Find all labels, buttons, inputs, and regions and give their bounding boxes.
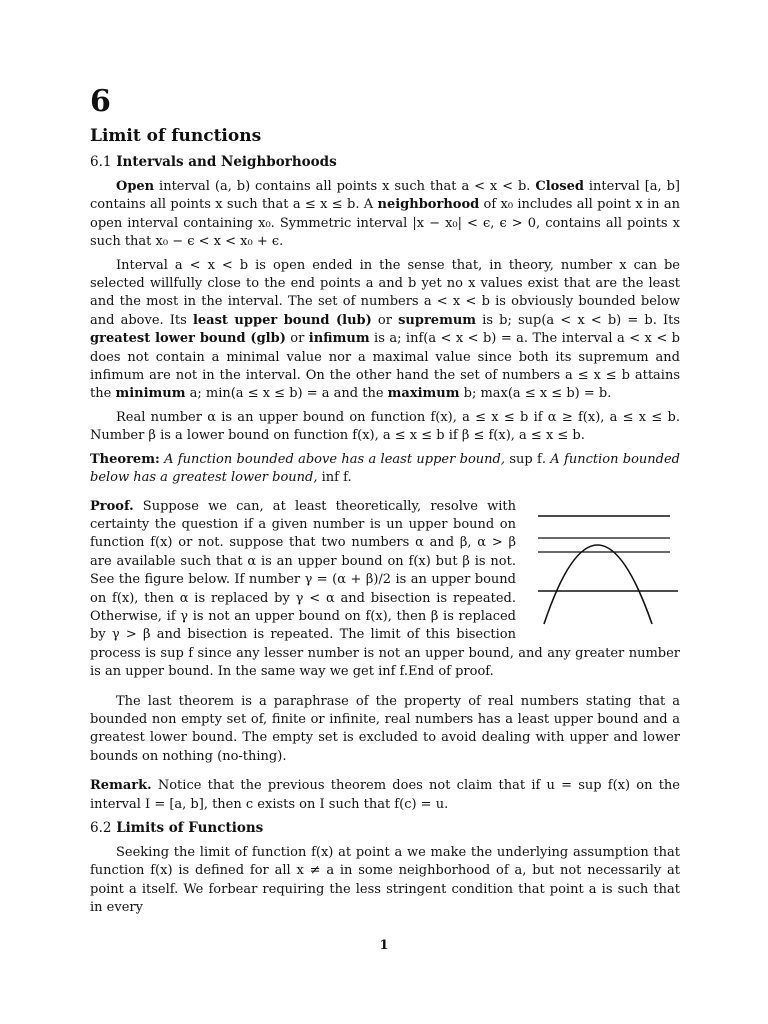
term-lub: least upper bound (lub) bbox=[192, 312, 372, 328]
paragraph-limits: Seeking the limit of function f(x) at point a we make the underlying assumption that function f(x) is defined for all x ≠ a in some neighborhood of a, but not necessarily at point a itself. We forbear requiring the less stringent condition that point a is such that in every bbox=[90, 845, 680, 916]
inf-expression: inf f bbox=[321, 470, 348, 486]
page-content bbox=[90, 84, 680, 923]
text-run: Notice that the previous theorem does not claim that if u = sup f(x) on the interval I = [a, b], then c exists on I such that f(c) = u. bbox=[90, 778, 680, 812]
proof-block bbox=[90, 498, 680, 682]
text-run: A function bounded above has a least upper bound, bbox=[159, 451, 510, 467]
term-open: Open bbox=[116, 179, 155, 194]
text-run: Suppose we can, at least theoretically, resolve with certainty the question if a given number is un upper bound on function f(x) or not. suppose that two numbers α and β, α > β are available such that α is an upper bound on f(x) but β is not. See the figure below. If number γ = (α + β)/2 is an upper bound on f(x), then α is replaced by γ < α and bisection is repeated. Otherwise, if γ is not an upper bound on f(x), then β is replaced by γ > β and bisection is repeated. The limit of this bisection process is sup f since any lesser number is not an upper bound, and any greater number is an upper bound. In the same way we get inf f.End of proof. bbox=[90, 498, 680, 680]
paragraph-intervals bbox=[90, 178, 680, 252]
page-number: 1 bbox=[379, 938, 389, 953]
bisection-figure bbox=[530, 500, 680, 628]
sup-expression: sup f bbox=[509, 451, 542, 467]
section-title: Intervals and Neighborhoods bbox=[116, 154, 337, 170]
paragraph-upper-bound: Real number α is an upper bound on function f(x), a ≤ x ≤ b if α ≥ f(x), a ≤ x ≤ b. Number β is a lower bound on function f(x), a ≤ x ≤ b if β ≤ f(x), a ≤ x ≤ b. bbox=[90, 409, 680, 444]
chapter-number: 6 bbox=[90, 84, 111, 119]
term-glb: greatest lower bound (glb) bbox=[90, 331, 286, 347]
term-infimum: infimum bbox=[308, 331, 370, 347]
parabola-diagram bbox=[530, 500, 680, 628]
theorem bbox=[90, 451, 680, 488]
text-run: . A function bounded below has a greatest lower bound, bbox=[90, 451, 680, 486]
term-minimum: minimum bbox=[115, 386, 186, 402]
text-run: Interval a < x < b is open ended in the sense that, in theory, number x can be selected willfully close to the end points a and b yet no x values exist that are the least and the most in the interval. The set of numbers a < x < b is obviously bounded below and above. Its bbox=[90, 257, 680, 328]
text-run: of x₀ includes all point x in an open interval containing x₀. Symmetric interval |x − x₀| < ϵ, ϵ > 0, contains all points x such that x₀ − ϵ < x < x₀ + ϵ. bbox=[90, 197, 680, 250]
text-run: is b; sup(a < x < b) = b. Its bbox=[476, 312, 680, 328]
text-run: or bbox=[371, 312, 399, 328]
text-run: b; max(a ≤ x ≤ b) = b. bbox=[459, 386, 612, 402]
text-run: a; min(a ≤ x ≤ b) = a and the bbox=[185, 386, 388, 402]
proof-label: Proof. bbox=[90, 498, 134, 514]
text-run: interval (a, b) contains all points x such that a < x < b. bbox=[154, 179, 536, 194]
section-heading-2 bbox=[90, 820, 680, 836]
section-heading-1 bbox=[90, 154, 680, 170]
theorem-label: Theorem: bbox=[90, 451, 160, 467]
text-run: is a; inf(a < x < b) = a. The interval a < x < b does not contain a minimal value nor a maximal value since both its supremum and infimum are not in the interval. On the other hand the set of numbers a ≤ x ≤ b attains the bbox=[90, 331, 680, 402]
term-closed: Closed bbox=[535, 179, 584, 194]
text-run: or bbox=[285, 331, 309, 347]
term-supremum: supremum bbox=[398, 312, 477, 328]
paragraph-bounds bbox=[90, 257, 680, 404]
section-number: 6.2 bbox=[90, 820, 112, 836]
section-title: Limits of Functions bbox=[116, 820, 264, 836]
term-maximum: maximum bbox=[387, 386, 460, 402]
text-run: interval [a, b] contains all points x such that a ≤ x ≤ b. A bbox=[90, 179, 680, 213]
parabola-curve bbox=[544, 545, 652, 624]
text-run: . bbox=[347, 470, 352, 486]
section-number: 6.1 bbox=[90, 154, 112, 170]
paragraph-paraphrase: The last theorem is a paraphrase of the property of real numbers stating that a bounded non empty set of, finite or infinite, real numbers has a least upper bound and a greatest lower bound. The empty set is excluded to avoid dealing with upper and lower bounds on nothing (no-thing). bbox=[90, 693, 680, 764]
remark-label: Remark. bbox=[90, 778, 152, 794]
remark bbox=[90, 777, 680, 814]
chapter-title: Limit of functions bbox=[90, 126, 262, 146]
term-neighborhood: neighborhood bbox=[377, 197, 480, 213]
